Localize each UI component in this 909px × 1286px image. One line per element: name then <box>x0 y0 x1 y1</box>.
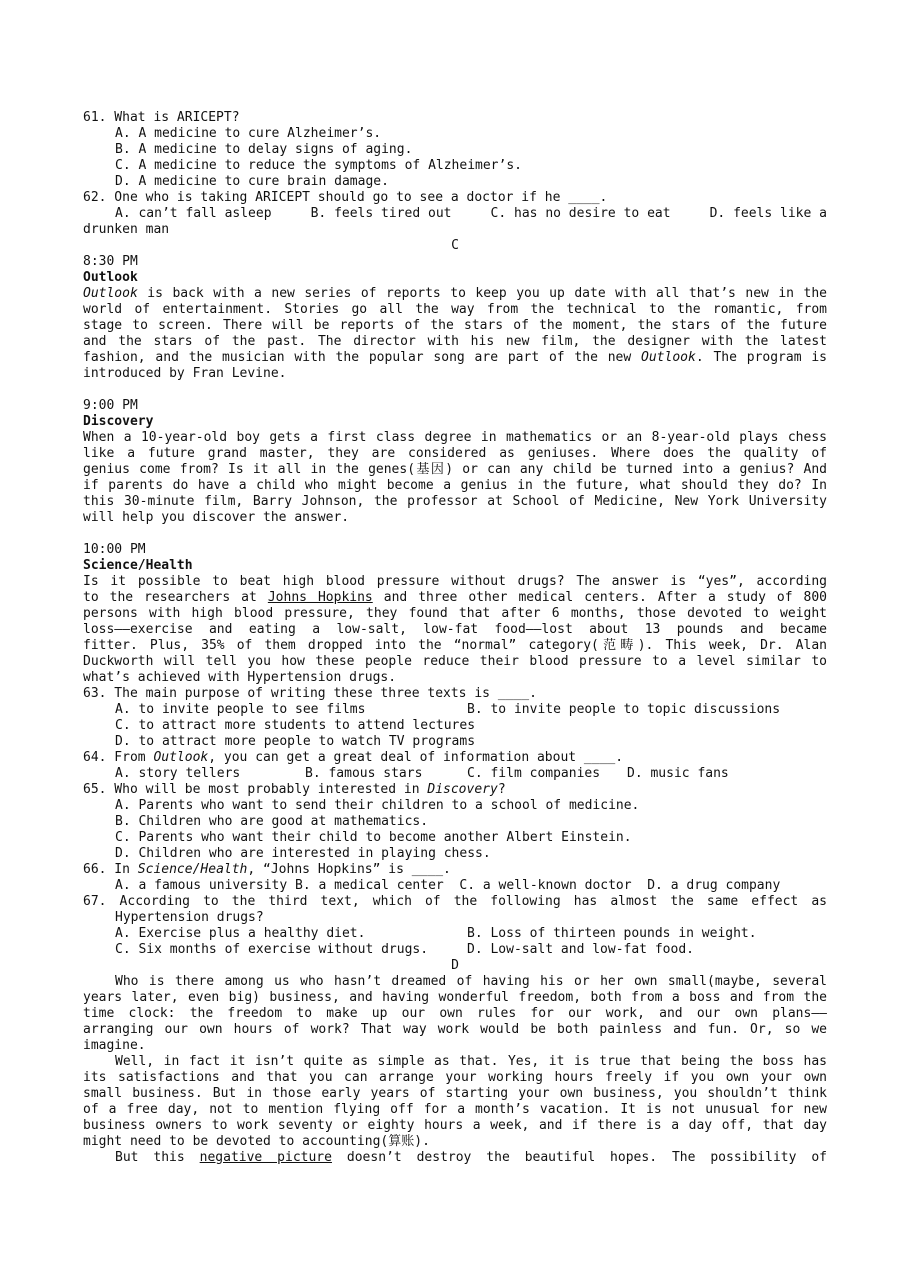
science-line-4: loss——exercise and eating a low-salt, low-fat food——lost about 13 pounds and became <box>83 622 827 637</box>
document-page <box>83 110 827 1166</box>
johns-hopkins-underlined: Johns Hopkins <box>267 590 373 605</box>
question-67-option-b: B. Loss of thirteen pounds in weight. <box>467 926 757 941</box>
outlook-line-1: Outlook is back with a new series of reports to keep you up date with all that’s new in the <box>83 286 827 301</box>
discovery-line-5: this 30-minute film, Barry Johnson, the professor at School of Medicine, New York University <box>83 494 827 509</box>
question-66-option-c: C. a well-known doctor <box>459 878 632 893</box>
question-66-stem: 66. In Science/Health, “Johns Hopkins” is ____. <box>83 862 451 877</box>
question-62-option-d: D. feels like a <box>709 206 827 221</box>
question-67-stem: 67. According to the third text, which of the following has almost the same effect as <box>83 894 827 909</box>
question-65-option-c: C. Parents who want their child to become another Albert Einstein. <box>115 830 632 845</box>
question-65-option-d: D. Children who are interested in playing chess. <box>115 846 491 861</box>
question-65-option-a: A. Parents who want to send their children to a school of medicine. <box>115 798 640 813</box>
science-line-5: fitter. Plus, 35% of them dropped into the “normal” category(范畴). This week, Dr. Alan <box>83 638 827 653</box>
passage-d-p1-line-1: Who is there among us who hasn’t dreamed of having his or her own small(maybe, several <box>115 974 827 989</box>
question-67-row-2 <box>83 942 827 958</box>
science-title: Science/Health <box>83 558 193 573</box>
question-63-option-b: B. to invite people to topic discussions <box>467 702 781 717</box>
question-63-option-d: D. to attract more people to watch TV programs <box>115 734 476 749</box>
question-62-options <box>83 206 827 222</box>
question-61-option-b: B. A medicine to delay signs of aging. <box>115 142 413 157</box>
discovery-line-1: When a 10-year-old boy gets a first class degree in mathematics or an 8-year-old plays chess <box>83 430 827 445</box>
science-line-7: what’s achieved with Hypertension drugs. <box>83 670 397 685</box>
discovery-title: Discovery <box>83 414 154 429</box>
question-64-stem: 64. From Outlook, you can get a great deal of information about ____. <box>83 750 624 765</box>
passage-d-p1-line-4: arranging our own hours of work? That way work would be both painless and fun. Or, so we <box>83 1022 827 1037</box>
outlook-line-5: fashion, and the musician with the popular song are part of the new Outlook. The program is <box>83 350 827 365</box>
passage-d-p1-line-3: time clock: the freedom to make up our own rules for our work, and our own plans—— <box>83 1006 827 1021</box>
question-65-option-b: B. Children who are good at mathematics. <box>115 814 429 829</box>
question-67-row-1 <box>83 926 827 942</box>
question-66-option-d: D. a drug company <box>647 878 781 893</box>
passage-d-p2-line-6: might need to be devoted to accounting(算账). <box>83 1134 430 1149</box>
question-64-options <box>83 766 827 782</box>
question-61-option-c: C. A medicine to reduce the symptoms of Alzheimer’s. <box>115 158 522 173</box>
outlook-line-6: introduced by Fran Levine. <box>83 366 287 381</box>
question-66-option-a: A. a famous university <box>115 878 288 893</box>
section-c-heading: C <box>451 238 459 253</box>
outlook-line-2: world of entertainment. Stories go all the way from the technical to the romantic, from <box>83 302 827 317</box>
question-63-stem: 63. The main purpose of writing these three texts is ____. <box>83 686 537 701</box>
passage-d-p2-line-3: small business. But in those early years of starting your own business, you shouldn’t think <box>83 1086 827 1101</box>
discovery-time: 9:00 PM <box>83 398 138 413</box>
outlook-line-3: stage to screen. There will be reports of the stars of the moment, the stars of the future <box>83 318 827 333</box>
question-67-option-a: A. Exercise plus a healthy diet. <box>115 926 366 941</box>
discovery-line-4: if parents do have a child who might become a genius in the future, what should they do? In <box>83 478 827 493</box>
passage-d-p3-line-1: But this negative picture doesn’t destroy the beautiful hopes. The possibility of <box>115 1150 827 1165</box>
science-time: 10:00 PM <box>83 542 146 557</box>
question-62-option-b: B. feels tired out <box>310 206 452 221</box>
passage-d-p1-line-2: years later, even big) business, and having wonderful freedom, both from a boss and from the <box>83 990 827 1005</box>
science-line-6: Duckworth will tell you how these people reduce their blood pressure to a level similar to <box>83 654 827 669</box>
outlook-line-4: and the stars of the past. The director with his new film, the designer with the latest <box>83 334 827 349</box>
question-67-option-d: D. Low-salt and low-fat food. <box>467 942 694 957</box>
passage-d-p2-line-4: of a free day, not to mention flying off for a month’s vacation. It is not unusual for new <box>83 1102 827 1117</box>
question-66-option-b: B. a medical center <box>295 878 444 893</box>
outlook-title: Outlook <box>83 270 138 285</box>
discovery-line-3: genius come from? Is it all in the genes(基因) or can any child be turned into a genius? And <box>83 462 827 477</box>
question-66-options <box>83 878 827 894</box>
question-65-stem: 65. Who will be most probably interested in Discovery? <box>83 782 506 797</box>
question-62-option-c: C. has no desire to eat <box>490 206 671 221</box>
question-64-option-c: C. film companies <box>467 766 601 781</box>
outlook-italic-title-2: Outlook <box>641 350 696 365</box>
negative-picture-underlined: negative picture <box>199 1150 332 1165</box>
passage-d-p2-line-5: business owners to work seventy or eighty hours a week, and if there is a day off, that day <box>83 1118 827 1133</box>
question-62-option-d-wrap: drunken man <box>83 222 170 237</box>
question-63-option-a: A. to invite people to see films <box>115 702 366 717</box>
question-63-option-c: C. to attract more students to attend lectures <box>115 718 476 733</box>
question-64-option-b: B. famous stars <box>305 766 423 781</box>
outlook-time: 8:30 PM <box>83 254 138 269</box>
question-67-stem-wrap: Hypertension drugs? <box>115 910 264 925</box>
passage-d-p1-line-5: imagine. <box>83 1038 146 1053</box>
outlook-italic-title: Outlook <box>83 286 138 301</box>
question-62-option-a: A. can’t fall asleep <box>115 206 272 221</box>
passage-d-p2-line-1: Well, in fact it isn’t quite as simple as that. Yes, it is true that being the boss has <box>115 1054 827 1069</box>
question-64-option-d: D. music fans <box>627 766 729 781</box>
question-62-stem: 62. One who is taking ARICEPT should go to see a doctor if he ____. <box>83 190 608 205</box>
question-61-stem: 61. What is ARICEPT? <box>83 110 240 125</box>
question-61-option-d: D. A medicine to cure brain damage. <box>115 174 389 189</box>
discovery-line-2: like a future grand master, they are considered as geniuses. Where does the quality of <box>83 446 827 461</box>
passage-d-p2-line-2: its satisfactions and that you can arrange your working hours freely if you own your own <box>83 1070 827 1085</box>
question-64-option-a: A. story tellers <box>115 766 241 781</box>
question-67-option-c: C. Six months of exercise without drugs. <box>115 942 429 957</box>
question-61-option-a: A. A medicine to cure Alzheimer’s. <box>115 126 382 141</box>
science-line-3: persons with high blood pressure, they found that after 6 months, those devoted to weight <box>83 606 827 621</box>
science-line-1: Is it possible to beat high blood pressure without drugs? The answer is “yes”, according <box>83 574 827 589</box>
discovery-line-6: will help you discover the answer. <box>83 510 350 525</box>
question-63-row-1 <box>83 702 827 718</box>
science-line-2: to the researchers at Johns Hopkins and three other medical centers. After a study of 800 <box>83 590 827 605</box>
section-d-heading: D <box>451 958 459 973</box>
